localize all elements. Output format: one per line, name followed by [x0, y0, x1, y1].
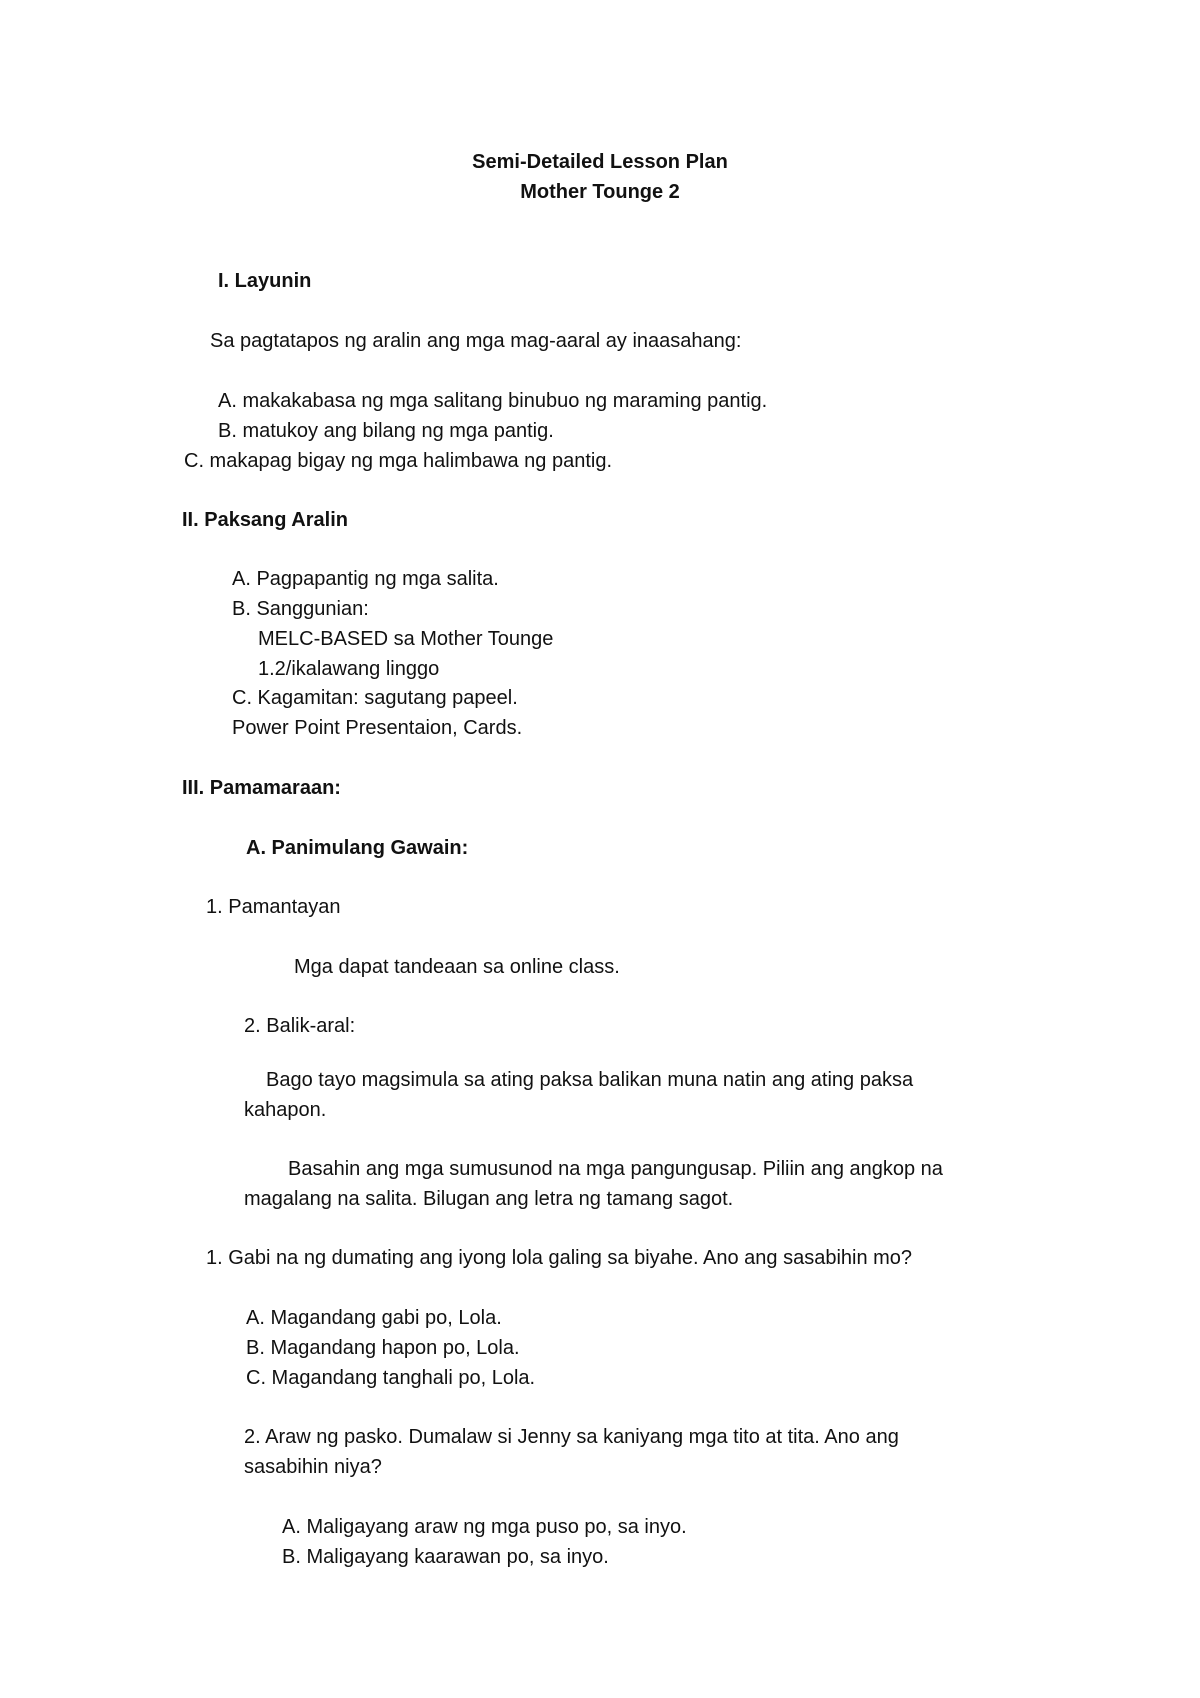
section-heading-pamamaraan: III. Pamamaraan: [182, 777, 341, 799]
question-2-line-2: sasabihin niya? [244, 1456, 382, 1478]
sanggunian-line-2: 1.2/ikalawang linggo [258, 658, 440, 680]
question-1: 1. Gabi na ng dumating ang iyong lola galing sa biyahe. Ano ang sasabihin mo? [206, 1247, 913, 1269]
instructions-line-1: Basahin ang mga sumusunod na mga pangungusap. Piliin ang angkop na [288, 1158, 943, 1180]
subheading-panimulang-gawain: A. Panimulang Gawain: [246, 837, 469, 859]
sanggunian-line-1: MELC-BASED sa Mother Tounge [258, 628, 554, 650]
question-1-choice-c: C. Magandang tanghali po, Lola. [246, 1367, 536, 1389]
document-subtitle: Mother Tounge 2 [520, 181, 680, 203]
paksa-item-b: B. Sanggunian: [232, 598, 369, 620]
question-2-choice-b: B. Maligayang kaarawan po, sa inyo. [282, 1546, 609, 1568]
layunin-item-a: A. makakabasa ng mga salitang binubuo ng maraming pantig. [218, 390, 768, 412]
section-heading-layunin: I. Layunin [218, 270, 312, 292]
balik-aral-line-2: kahapon. [244, 1099, 327, 1121]
section-heading-paksang-aralin: II. Paksang Aralin [182, 509, 348, 531]
layunin-intro: Sa pagtatapos ng aralin ang mga mag-aaral ay inaasahang: [210, 330, 742, 352]
balik-aral-line-1: Bago tayo magsimula sa ating paksa balikan muna natin ang ating paksa [266, 1069, 914, 1091]
balik-aral-label: 2. Balik-aral: [244, 1015, 356, 1037]
layunin-item-c: C. makapag bigay ng mga halimbawa ng pantig. [184, 450, 613, 472]
layunin-item-b: B. matukoy ang bilang ng mga pantig. [218, 420, 554, 442]
question-1-choice-b: B. Magandang hapon po, Lola. [246, 1337, 520, 1359]
paksa-item-c: C. Kagamitan: sagutang papeel. [232, 687, 518, 709]
instructions-line-2: magalang na salita. Bilugan ang letra ng tamang sagot. [244, 1188, 734, 1210]
question-2: 2. Araw ng pasko. Dumalaw si Jenny sa kaniyang mga tito at tita. Ano ang [244, 1426, 899, 1448]
paksa-item-a: A. Pagpapantig ng mga salita. [232, 568, 499, 590]
pamantayan-label: 1. Pamantayan [206, 896, 341, 918]
kagamitan-continuation: Power Point Presentaion, Cards. [232, 717, 523, 739]
question-2-choice-a: A. Maligayang araw ng mga puso po, sa inyo. [282, 1516, 687, 1538]
question-1-choice-a: A. Magandang gabi po, Lola. [246, 1307, 502, 1329]
document-title: Semi-Detailed Lesson Plan [472, 151, 728, 173]
pamantayan-text: Mga dapat tandeaan sa online class. [294, 956, 620, 978]
